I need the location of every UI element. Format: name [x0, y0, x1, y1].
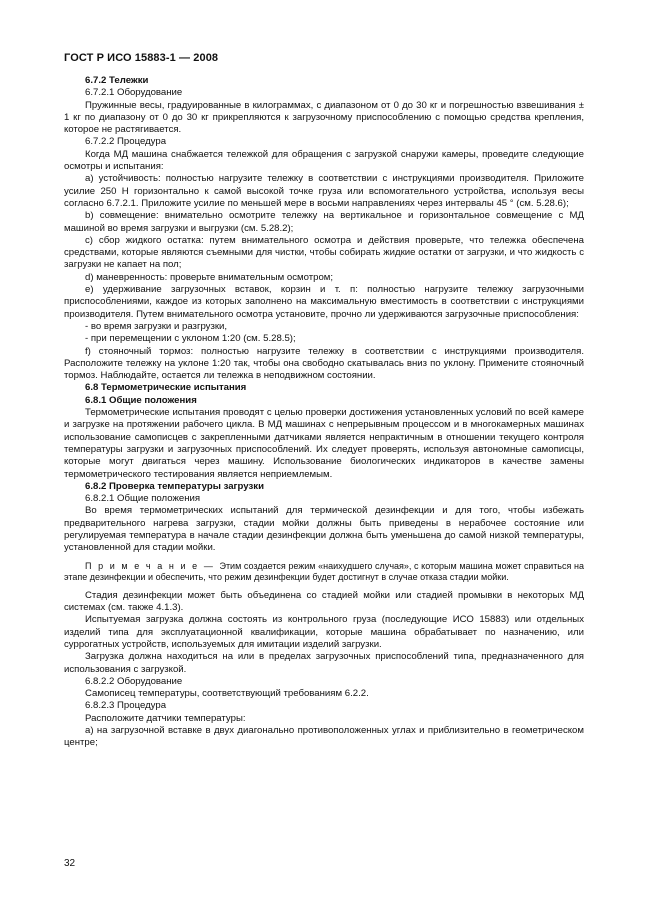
section-heading: 6.8.1 Общие положения [85, 394, 197, 406]
note-paragraph [64, 561, 584, 584]
body-paragraph: 6.8.2.1 Общие положения [85, 493, 201, 505]
body-paragraph: c) сбор жидкого остатка: путем внимательного осмотра и действия проверьте, что тележка обеспечена средствами, которые являются съемными для чистки, чтобы собирать жидкие остатки от загрузки, и что жидкость с загрузки не капает на пол; [64, 234, 584, 271]
body-paragraph: Расположите датчики температуры: [85, 712, 246, 724]
body-paragraph: f) стояночный тормоз: полностью нагрузите тележку в соответствии с инструкциями производителя. Расположите тележку на уклоне 1:20 так, чтобы она свободно скатывалась вниз по уклону. Примените стояночный тормоз. Наблюдайте, остается ли тележка в неподвижном состоянии. [64, 345, 584, 382]
body-paragraph: 6.7.2.2 Процедура [85, 136, 167, 148]
body-paragraph: a) устойчивость: полностью нагрузите тележку в соответствии с инструкциями производителя. Приложите усилие 250 Н горизонтально к самой высокой точке груза или вспомогательного устройства, используя весы согласно 6.7.2.1. Приложите усилие по меньшей мере в восьми направлениях через интервалы 45 ° (см. 5.28.6); [64, 173, 584, 209]
body-paragraph: - во время загрузки и разгрузки, [85, 320, 228, 332]
body-paragraph: Когда МД машина снабжается тележкой для обращения с загрузкой снаружи камеры, проведите следующие осмотры и испытания: [64, 148, 584, 173]
body-paragraph: - при перемещении с уклоном 1:20 (см. 5.28.5); [85, 333, 296, 345]
note-text: Этим создается режим «наихудшего случая», с которым машина может справиться на этапе дезинфекции и обеспечить, что режим дезинфекции будет достигнут в случае отказа стадии мойки. [64, 560, 584, 583]
body-paragraph: Во время термометрических испытаний для термической дезинфекции и для того, чтобы избежать предварительного нагрева загрузки, стадии мойки должны быть приведены в нерабочее состояние или регулируемая температура в начале стадии дезинфекции должна быть уменьшена до самой низкой температуры, установленной для стадии мойки. [64, 505, 584, 554]
body-paragraph: e) удерживание загрузочных вставок, корзин и т. п: полностью нагрузите тележку загрузочными приспособлениями, каждое из которых заполнено на максимальную вместимость в соответствии с инструкциями производителя. Путем внимательного осмотра установите, прочно ли удерживаются загрузочные приспособления: [64, 284, 584, 320]
body-paragraph: d) маневренность: проверьте внимательным осмотром; [85, 271, 334, 283]
body-paragraph: a) на загрузочной вставке в двух диагонально противоположенных углах и приблизительно в геометрическом центре; [64, 725, 584, 749]
page-number: 32 [64, 858, 76, 869]
section-heading: 6.8.2 Проверка температуры загрузки [85, 480, 264, 492]
section-heading: 6.8 Термометрические испытания [85, 382, 247, 394]
section-heading: 6.7.2 Тележки [85, 75, 149, 86]
body-paragraph: 6.7.2.1 Оборудование [85, 87, 183, 99]
body-paragraph: Пружинные весы, градуированные в килограммах, с диапазоном от 0 до 30 кг и погрешностью взвешивания ± 1 кг по диапазону от 0 до 30 кг прикрепляются к загрузочному приспособлению с помощью средства крепления, которое не растягивается. [64, 99, 584, 136]
body-paragraph: b) совмещение: внимательно осмотрите тележку на вертикальное и горизонтальное совмещение с МД машиной во время загрузки и выгрузки (см. 5.28.2); [64, 210, 584, 234]
body-paragraph: Загрузка должна находиться на или в пределах загрузочных приспособлений типа, предназначенного для использования с загрузкой. [64, 651, 584, 675]
body-paragraph: Самописец температуры, соответствующий требованиям 6.2.2. [85, 688, 369, 700]
body-paragraph: Стадия дезинфекции может быть объединена со стадией мойки или стадией промывки в некоторых МД системах (см. также 4.1.3). [64, 589, 584, 614]
document-header: ГОСТ Р ИСО 15883-1 — 2008 [64, 52, 219, 64]
body-paragraph: 6.8.2.3 Процедура [85, 700, 167, 712]
body-paragraph: Термометрические испытания проводят с целью проверки достижения установленных условий по всей камере и загрузке на протяжении рабочего цикла. В МД машинах с непрерывным процессом и в многокамерных машинах использование самописцев с закрепленными датчиками является непрактичным в отношении текущего контроля температуры загрузки и загрузочных приспособлений. Их следует проверять, используя автономные самописцы, которые могут двигаться через машину. Использование биологических индикаторов в качестве замены термометрического тестирования является неприемлемым. [64, 407, 584, 480]
note-label: П р и м е ч а н и е — [85, 560, 220, 571]
document-body [64, 75, 584, 750]
body-paragraph: 6.8.2.2 Оборудование [85, 675, 183, 687]
body-paragraph: Испытуемая загрузка должна состоять из контрольного груза (последующие ИСО 15883) или отдельных изделий типа для эксплуатационной квалификации, которые машина обрабатывает по назначению, или суррогатных устройств, используемых для имитации изделий загрузки. [64, 614, 584, 650]
